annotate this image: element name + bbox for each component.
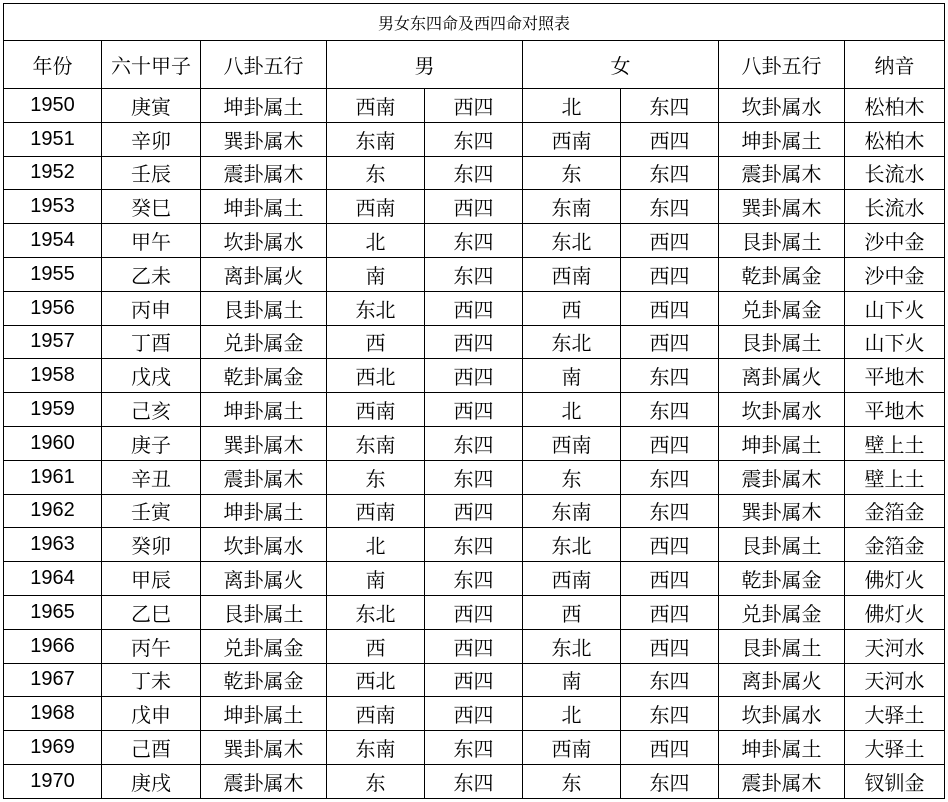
cell-bagua-female: 震卦属木 [719, 156, 845, 190]
cell-jiazi: 乙巳 [102, 595, 201, 629]
cell-nayin: 天河水 [845, 663, 945, 697]
cell-nayin: 长流水 [845, 156, 945, 190]
cell-jiazi: 癸卯 [102, 528, 201, 562]
cell-male-ming: 西四 [425, 697, 523, 731]
cell-bagua-male: 坤卦属土 [201, 697, 327, 731]
table-row [4, 764, 945, 798]
cell-male-direction: 东 [327, 460, 425, 494]
header-nayin: 纳音 [845, 41, 945, 89]
cell-female-ming: 西四 [621, 257, 719, 291]
cell-year: 1967 [4, 663, 102, 697]
cell-jiazi: 丁未 [102, 663, 201, 697]
cell-male-ming: 东四 [425, 460, 523, 494]
cell-year: 1963 [4, 528, 102, 562]
cell-female-ming: 东四 [621, 663, 719, 697]
cell-female-direction: 东 [523, 156, 621, 190]
cell-bagua-female: 坤卦属土 [719, 122, 845, 156]
table-row [4, 325, 945, 359]
cell-female-ming: 西四 [621, 325, 719, 359]
cell-female-direction: 西南 [523, 426, 621, 460]
cell-nayin: 天河水 [845, 629, 945, 663]
cell-bagua-male: 艮卦属土 [201, 291, 327, 325]
cell-female-ming: 西四 [621, 629, 719, 663]
cell-bagua-male: 巽卦属木 [201, 731, 327, 765]
cell-female-direction: 西南 [523, 122, 621, 156]
cell-female-direction: 东北 [523, 224, 621, 258]
cell-bagua-male: 乾卦属金 [201, 663, 327, 697]
cell-year: 1962 [4, 494, 102, 528]
cell-male-direction: 西 [327, 629, 425, 663]
cell-female-ming: 东四 [621, 156, 719, 190]
cell-male-direction: 北 [327, 528, 425, 562]
cell-male-direction: 西南 [327, 393, 425, 427]
cell-male-direction: 东北 [327, 291, 425, 325]
table-row [4, 697, 945, 731]
cell-jiazi: 戊戌 [102, 359, 201, 393]
cell-year: 1965 [4, 595, 102, 629]
cell-male-ming: 西四 [425, 359, 523, 393]
cell-bagua-female: 震卦属木 [719, 460, 845, 494]
cell-bagua-male: 坤卦属土 [201, 190, 327, 224]
cell-bagua-male: 震卦属木 [201, 156, 327, 190]
table-row [4, 528, 945, 562]
cell-female-direction: 东北 [523, 528, 621, 562]
cell-bagua-male: 离卦属火 [201, 257, 327, 291]
cell-male-direction: 西南 [327, 697, 425, 731]
cell-female-direction: 南 [523, 663, 621, 697]
cell-bagua-female: 离卦属火 [719, 359, 845, 393]
table-row [4, 359, 945, 393]
cell-bagua-female: 艮卦属土 [719, 528, 845, 562]
cell-female-ming: 西四 [621, 562, 719, 596]
table-title: 男女东四命及西四命对照表 [4, 4, 945, 41]
cell-nayin: 壁上土 [845, 460, 945, 494]
cell-male-ming: 西四 [425, 629, 523, 663]
cell-male-ming: 西四 [425, 291, 523, 325]
cell-male-ming: 东四 [425, 731, 523, 765]
cell-bagua-female: 坎卦属水 [719, 393, 845, 427]
cell-bagua-male: 乾卦属金 [201, 359, 327, 393]
cell-male-direction: 东南 [327, 426, 425, 460]
cell-year: 1961 [4, 460, 102, 494]
header-year: 年份 [4, 41, 102, 89]
cell-female-direction: 北 [523, 393, 621, 427]
table-row [4, 562, 945, 596]
cell-bagua-male: 坤卦属土 [201, 393, 327, 427]
cell-nayin: 松柏木 [845, 122, 945, 156]
cell-bagua-male: 震卦属木 [201, 460, 327, 494]
cell-female-direction: 东北 [523, 629, 621, 663]
cell-bagua-male: 巽卦属木 [201, 426, 327, 460]
cell-year: 1955 [4, 257, 102, 291]
cell-male-ming: 东四 [425, 764, 523, 798]
cell-female-ming: 西四 [621, 731, 719, 765]
ming-comparison-table [3, 3, 945, 799]
cell-female-direction: 西 [523, 595, 621, 629]
cell-nayin: 钗钏金 [845, 764, 945, 798]
cell-bagua-female: 兑卦属金 [719, 595, 845, 629]
cell-male-ming: 西四 [425, 89, 523, 123]
cell-female-direction: 东 [523, 460, 621, 494]
cell-male-direction: 南 [327, 562, 425, 596]
cell-male-direction: 西北 [327, 359, 425, 393]
table-row [4, 494, 945, 528]
cell-male-ming: 东四 [425, 426, 523, 460]
cell-male-direction: 南 [327, 257, 425, 291]
cell-jiazi: 辛卯 [102, 122, 201, 156]
cell-nayin: 金箔金 [845, 494, 945, 528]
header-male: 男 [327, 41, 523, 89]
table-row [4, 89, 945, 123]
cell-bagua-female: 坎卦属水 [719, 89, 845, 123]
cell-bagua-male: 坤卦属土 [201, 89, 327, 123]
cell-female-ming: 东四 [621, 460, 719, 494]
cell-bagua-male: 离卦属火 [201, 562, 327, 596]
cell-male-direction: 北 [327, 224, 425, 258]
cell-female-direction: 东南 [523, 494, 621, 528]
cell-male-ming: 东四 [425, 156, 523, 190]
cell-female-direction: 东南 [523, 190, 621, 224]
table-row [4, 122, 945, 156]
cell-male-direction: 西南 [327, 190, 425, 224]
cell-female-direction: 东北 [523, 325, 621, 359]
cell-nayin: 金箔金 [845, 528, 945, 562]
table-row [4, 731, 945, 765]
cell-jiazi: 丙申 [102, 291, 201, 325]
title-row [4, 4, 945, 41]
table-row [4, 224, 945, 258]
cell-bagua-female: 坤卦属土 [719, 426, 845, 460]
header-row [4, 41, 945, 89]
cell-male-direction: 东南 [327, 122, 425, 156]
cell-bagua-female: 艮卦属土 [719, 224, 845, 258]
cell-year: 1953 [4, 190, 102, 224]
cell-nayin: 壁上土 [845, 426, 945, 460]
cell-jiazi: 癸巳 [102, 190, 201, 224]
cell-female-ming: 东四 [621, 764, 719, 798]
cell-bagua-female: 离卦属火 [719, 663, 845, 697]
cell-jiazi: 甲午 [102, 224, 201, 258]
cell-jiazi: 壬辰 [102, 156, 201, 190]
table-row [4, 190, 945, 224]
cell-jiazi: 己酉 [102, 731, 201, 765]
cell-jiazi: 戊申 [102, 697, 201, 731]
cell-bagua-female: 艮卦属土 [719, 325, 845, 359]
cell-male-ming: 西四 [425, 595, 523, 629]
cell-nayin: 山下火 [845, 291, 945, 325]
cell-year: 1966 [4, 629, 102, 663]
table-row [4, 663, 945, 697]
cell-female-direction: 南 [523, 359, 621, 393]
cell-bagua-female: 震卦属木 [719, 764, 845, 798]
cell-female-ming: 西四 [621, 122, 719, 156]
cell-male-ming: 东四 [425, 528, 523, 562]
cell-female-ming: 东四 [621, 697, 719, 731]
cell-female-ming: 西四 [621, 528, 719, 562]
cell-bagua-female: 坎卦属水 [719, 697, 845, 731]
cell-year: 1970 [4, 764, 102, 798]
cell-jiazi: 庚戌 [102, 764, 201, 798]
cell-female-direction: 西 [523, 291, 621, 325]
cell-jiazi: 甲辰 [102, 562, 201, 596]
cell-jiazi: 丁酉 [102, 325, 201, 359]
cell-male-direction: 东北 [327, 595, 425, 629]
header-jiazi: 六十甲子 [102, 41, 201, 89]
cell-male-direction: 西南 [327, 89, 425, 123]
cell-year: 1957 [4, 325, 102, 359]
cell-nayin: 山下火 [845, 325, 945, 359]
table-row [4, 426, 945, 460]
cell-year: 1958 [4, 359, 102, 393]
cell-female-ming: 东四 [621, 393, 719, 427]
cell-year: 1969 [4, 731, 102, 765]
table-row [4, 629, 945, 663]
cell-jiazi: 庚寅 [102, 89, 201, 123]
header-bagua-male: 八卦五行 [201, 41, 327, 89]
cell-female-ming: 东四 [621, 190, 719, 224]
cell-male-direction: 西北 [327, 663, 425, 697]
cell-male-direction: 东南 [327, 731, 425, 765]
cell-year: 1951 [4, 122, 102, 156]
cell-nayin: 长流水 [845, 190, 945, 224]
cell-jiazi: 丙午 [102, 629, 201, 663]
cell-male-ming: 西四 [425, 325, 523, 359]
cell-bagua-female: 乾卦属金 [719, 562, 845, 596]
cell-male-direction: 东 [327, 156, 425, 190]
cell-year: 1964 [4, 562, 102, 596]
cell-bagua-male: 艮卦属土 [201, 595, 327, 629]
cell-male-ming: 东四 [425, 562, 523, 596]
cell-bagua-male: 坎卦属水 [201, 528, 327, 562]
cell-bagua-male: 巽卦属木 [201, 122, 327, 156]
cell-female-ming: 西四 [621, 426, 719, 460]
table-row [4, 460, 945, 494]
table-row [4, 393, 945, 427]
table-row [4, 156, 945, 190]
cell-female-direction: 北 [523, 89, 621, 123]
cell-nayin: 大驿土 [845, 697, 945, 731]
cell-male-ming: 东四 [425, 224, 523, 258]
cell-female-ming: 西四 [621, 595, 719, 629]
cell-nayin: 平地木 [845, 359, 945, 393]
cell-jiazi: 己亥 [102, 393, 201, 427]
cell-nayin: 平地木 [845, 393, 945, 427]
cell-male-ming: 西四 [425, 494, 523, 528]
cell-jiazi: 壬寅 [102, 494, 201, 528]
cell-male-ming: 西四 [425, 393, 523, 427]
cell-jiazi: 辛丑 [102, 460, 201, 494]
cell-female-direction: 西南 [523, 562, 621, 596]
cell-female-ming: 西四 [621, 224, 719, 258]
cell-year: 1959 [4, 393, 102, 427]
cell-bagua-female: 巽卦属木 [719, 494, 845, 528]
header-female: 女 [523, 41, 719, 89]
cell-jiazi: 乙未 [102, 257, 201, 291]
cell-year: 1954 [4, 224, 102, 258]
cell-male-direction: 西 [327, 325, 425, 359]
cell-bagua-male: 震卦属木 [201, 764, 327, 798]
cell-female-direction: 北 [523, 697, 621, 731]
table-row [4, 595, 945, 629]
cell-female-ming: 东四 [621, 89, 719, 123]
cell-bagua-female: 兑卦属金 [719, 291, 845, 325]
cell-female-ming: 西四 [621, 291, 719, 325]
cell-bagua-female: 巽卦属木 [719, 190, 845, 224]
cell-nayin: 佛灯火 [845, 595, 945, 629]
table-row [4, 257, 945, 291]
table-row [4, 291, 945, 325]
cell-year: 1968 [4, 697, 102, 731]
cell-male-ming: 西四 [425, 663, 523, 697]
cell-bagua-male: 兑卦属金 [201, 325, 327, 359]
cell-bagua-male: 坎卦属水 [201, 224, 327, 258]
cell-female-ming: 东四 [621, 359, 719, 393]
cell-female-direction: 西南 [523, 731, 621, 765]
cell-bagua-female: 艮卦属土 [719, 629, 845, 663]
cell-nayin: 沙中金 [845, 257, 945, 291]
cell-nayin: 佛灯火 [845, 562, 945, 596]
cell-year: 1956 [4, 291, 102, 325]
cell-jiazi: 庚子 [102, 426, 201, 460]
cell-male-ming: 东四 [425, 257, 523, 291]
cell-nayin: 沙中金 [845, 224, 945, 258]
cell-female-ming: 东四 [621, 494, 719, 528]
cell-female-direction: 东 [523, 764, 621, 798]
cell-bagua-male: 兑卦属金 [201, 629, 327, 663]
cell-nayin: 大驿土 [845, 731, 945, 765]
header-bagua-female: 八卦五行 [719, 41, 845, 89]
cell-year: 1950 [4, 89, 102, 123]
cell-year: 1960 [4, 426, 102, 460]
cell-year: 1952 [4, 156, 102, 190]
cell-bagua-male: 坤卦属土 [201, 494, 327, 528]
cell-male-direction: 西南 [327, 494, 425, 528]
cell-female-direction: 西南 [523, 257, 621, 291]
cell-male-ming: 东四 [425, 122, 523, 156]
cell-male-ming: 西四 [425, 190, 523, 224]
cell-male-direction: 东 [327, 764, 425, 798]
cell-nayin: 松柏木 [845, 89, 945, 123]
cell-bagua-female: 乾卦属金 [719, 257, 845, 291]
cell-bagua-female: 坤卦属土 [719, 731, 845, 765]
